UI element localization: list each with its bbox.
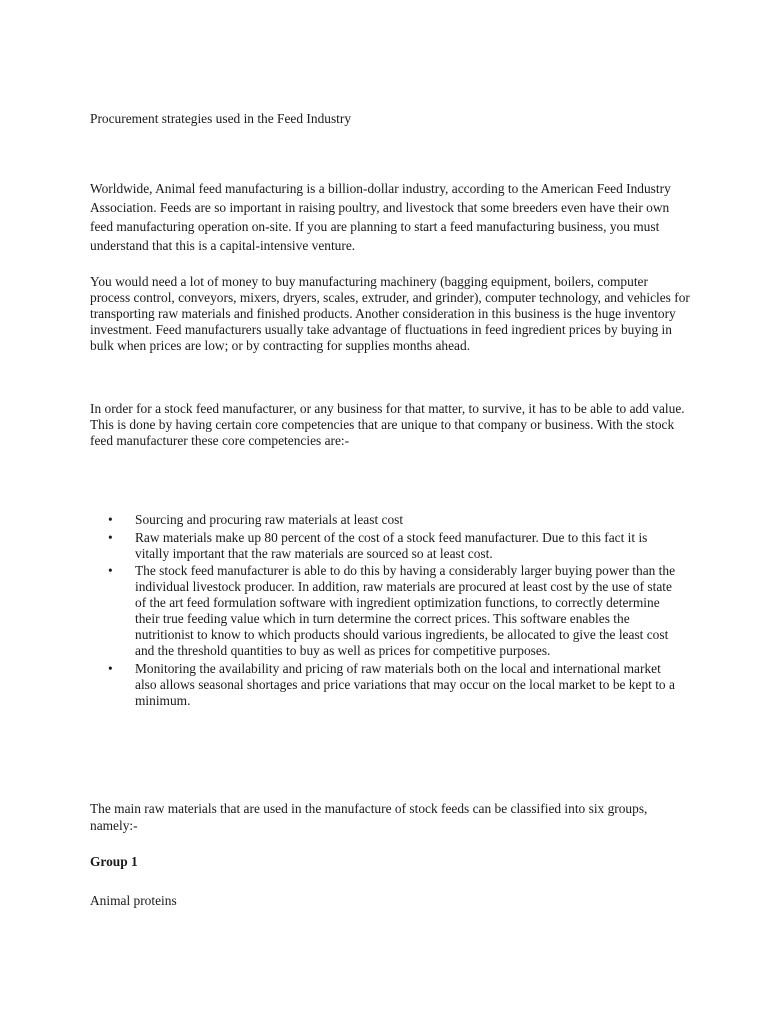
list-item-text: Sourcing and procuring raw materials at least cost [135,512,404,527]
list-item-text: The stock feed manufacturer is able to do this by having a considerably larger buying power than the individual livestock producer. In addition, raw materials are procured at least cost by the use of state of the art feed formulation software with ingredient optimization functions, to correctly determine their true feeding value which in turn determine the correct prices. This software enables the nutritionist to know to which products should various ingredients, be allocated to give the least cost and the threshold quantities to buy as well as prices for competitive purposes. [135,563,676,658]
bullet-icon: • [108,660,113,676]
list-item [108,512,680,528]
list-item [108,530,680,562]
list-item [108,661,680,709]
bullet-icon: • [108,563,113,578]
list-item-text: Raw materials make up 80 percent of the cost of a stock feed manufacturer. Due to this fact it is vitally important that the raw materials are sourced so at least cost. [135,529,648,561]
intro-paragraph: Worldwide, Animal feed manufacturing is a billion-dollar industry, according to the American Feed Industry Association. Feeds are so important in raising poultry, and livestock that some breeders even have their own feed manufacturing operation on-site. If you are planning to start a feed manufacturing business, you must understand that this is a capital-intensive venture. [90,181,671,253]
group-heading: Group 1 [90,854,138,869]
bullet-icon: • [108,512,113,527]
group-item: Animal proteins [90,893,177,908]
core-competencies-paragraph: In order for a stock feed manufacturer, or any business for that matter, to survive, it has to be able to add value. This is done by having certain core competencies that are unique to that company or business. With the stock feed manufacturer these core competencies are:- [90,401,685,448]
list-item-text: Monitoring the availability and pricing of raw materials both on the local and international market also allows seasonal shortages and price variations that may occur on the local market to be kept to a minimum. [135,660,675,708]
capital-paragraph: You would need a lot of money to buy manufacturing machinery (bagging equipment, boilers, computer process control, conveyors, mixers, dryers, scales, extruder, and grinder), computer technology, and vehicles for transporting raw materials and finished products. Another consideration in this business is the huge inventory investment. Feed manufacturers usually take advantage of fluctuations in feed ingredient prices by buying in bulk when prices are low; or by contracting for supplies months ahead. [90,274,690,353]
raw-materials-paragraph: The main raw materials that are used in the manufacture of stock feeds can be classified into six groups, namely:- [90,801,648,833]
bullet-icon: • [108,529,113,545]
competencies-list [108,512,680,710]
list-item [108,563,680,659]
document-title: Procurement strategies used in the Feed Industry [90,111,352,126]
